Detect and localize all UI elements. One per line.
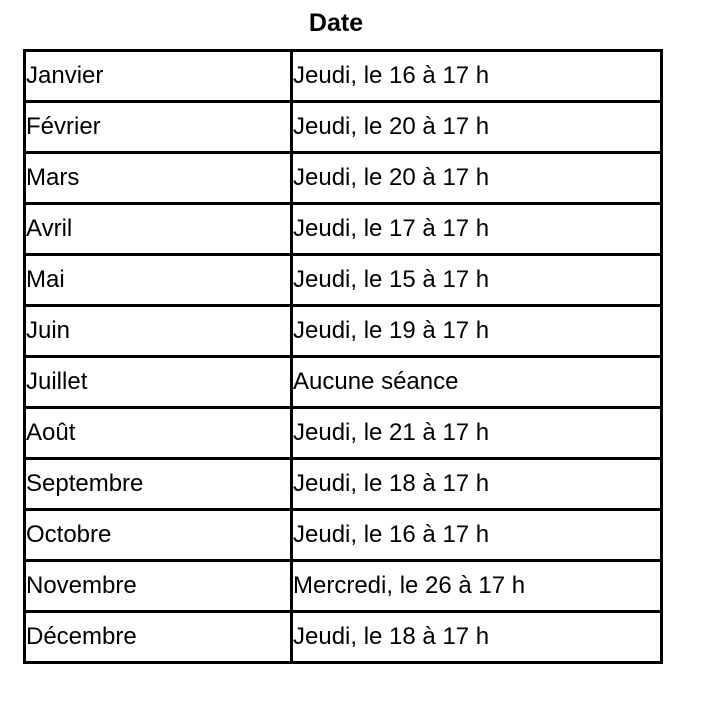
date-cell: Jeudi, le 15 à 17 h [292,255,662,306]
table-row [25,51,662,102]
month-cell: Juin [25,306,292,357]
month-cell: Mars [25,153,292,204]
month-cell: Mai [25,255,292,306]
table-row [25,612,662,663]
month-cell: Décembre [25,612,292,663]
table-title: Date [308,9,364,37]
table-row [25,153,662,204]
month-cell: Février [25,102,292,153]
month-cell: Juillet [25,357,292,408]
date-cell: Jeudi, le 18 à 17 h [292,612,662,663]
date-cell: Jeudi, le 16 à 17 h [292,51,662,102]
month-cell: Septembre [25,459,292,510]
month-cell: Avril [25,204,292,255]
table-row [25,459,662,510]
month-cell: Janvier [25,51,292,102]
date-cell: Jeudi, le 18 à 17 h [292,459,662,510]
date-cell: Jeudi, le 20 à 17 h [292,153,662,204]
date-cell: Aucune séance [292,357,662,408]
table-row [25,102,662,153]
table-row [25,306,662,357]
table-row [25,561,662,612]
date-cell: Mercredi, le 26 à 17 h [292,561,662,612]
table-row [25,357,662,408]
table-row [25,204,662,255]
meeting-schedule-table [23,49,663,664]
month-cell: Octobre [25,510,292,561]
table-row [25,408,662,459]
date-cell: Jeudi, le 20 à 17 h [292,102,662,153]
month-cell: Novembre [25,561,292,612]
table-row [25,510,662,561]
date-cell: Jeudi, le 16 à 17 h [292,510,662,561]
table-row [25,255,662,306]
date-cell: Jeudi, le 19 à 17 h [292,306,662,357]
date-cell: Jeudi, le 21 à 17 h [292,408,662,459]
date-cell: Jeudi, le 17 à 17 h [292,204,662,255]
month-cell: Août [25,408,292,459]
